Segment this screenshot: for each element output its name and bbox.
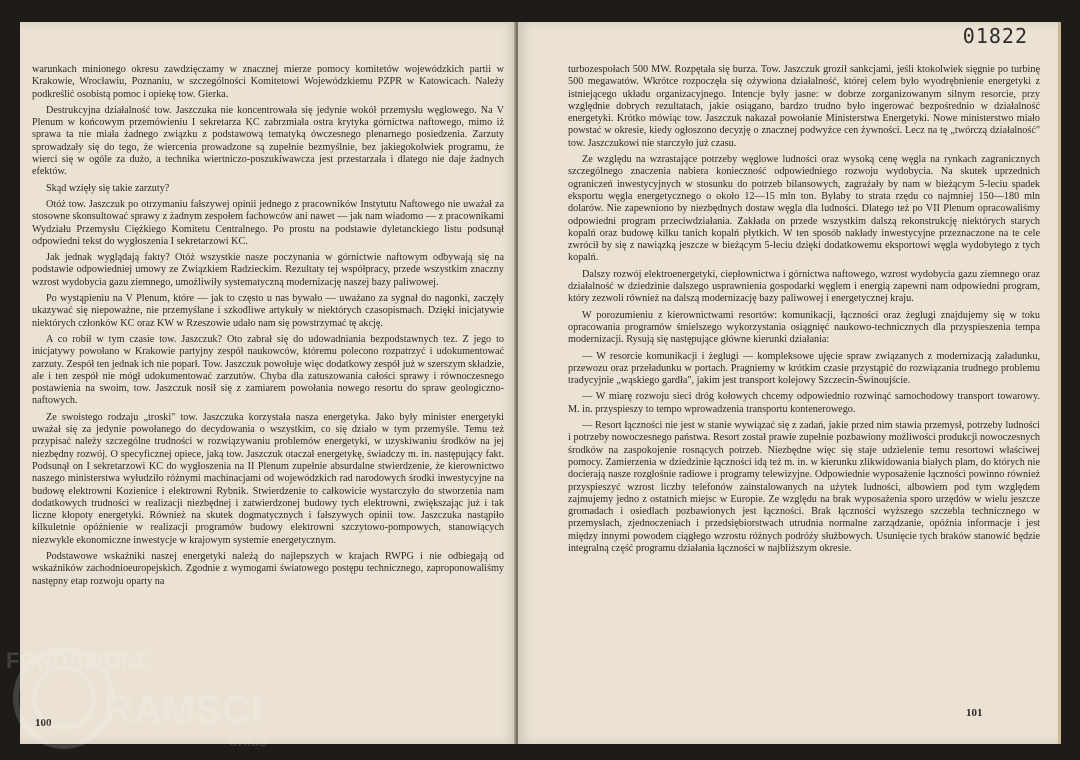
paragraph: warunkach minionego okresu zawdzięczamy w znacznej mierze pomocy komitetów wojewódzkich partii w Krakowie, Wrocławiu, Poznaniu, w szczególności Komitetowi Wojewódzkiemu PZPR w Katowicach. Należy podkreślić osobistą pomoc i opiekę tow. Gierka. bbox=[32, 64, 504, 100]
watermark-logo-graphic bbox=[4, 628, 324, 758]
watermark-line2: RAMSCI bbox=[104, 688, 262, 732]
watermark-line3: onlus bbox=[229, 733, 268, 750]
archive-stamp-number: 01822 bbox=[962, 24, 1028, 48]
list-item: — W miarę rozwoju sieci dróg kołowych chcemy odpowiednio rozwinąć samochodowy transport towarowy. M. in. przyspieszy to tempo wprowadzenia transportu kontenerowego. bbox=[568, 391, 1040, 415]
paragraph: Ze swoistego rodzaju „troski" tow. Jaszczuka korzystała nasza energetyka. Jako były minister energetyki uważał się za jedynie powołanego do decydowania o wszystkim, co się działo w tym przemyśle. Temu też przypisać należy szczególne trudności w rozwiązywaniu problemów energetyki, w uzyskiwaniu środków na jej niezbędny rozwój. O specyficznej opiece, jaką tow. Jaszczuk otaczał energetykę, świadczy m. in. następujący fakt. Podsunął on I sekretarzowi KC do wygłoszenia na II Plenum zupełnie absurdalne stwierdzenie, że kierownictwo naszego ministerstwa wyłudziło różnymi machinacjami od wojewódzkich rad narodowych środki inwestycyjne na budowę elektrowni Kozienice i elektrowni Rybnik. Stwierdzenie to całkowicie wystarczyło do stworzenia nam dodatkowych trudności w realizacji niezbędnej i zatwierdzonej budowy tych elektrowni, zwiększając już i tak liczne kłopoty energetyki. Również na skutek dogmatycznych i fałszywych opinii tow. Jaszczuka nastąpiło kilkuletnie opóźnienie w realizacji programów budowy elektrowni szczytowo-pompowych, stanowiących niezwykle ekonomiczne inwestycje w krajowym systemie energetycznym. bbox=[32, 411, 504, 546]
paragraph: Podstawowe wskaźniki naszej energetyki należą do najlepszych w krajach RWPG i nie odbiegają od wskaźników zachodnioeuropejskich. Zgodnie z wymogami światowego postępu technicznego, zaproponowaliśmy następny etap rozwoju oparty na bbox=[32, 550, 504, 587]
watermark-logo bbox=[4, 628, 324, 758]
paragraph: W porozumieniu z kierownictwami resortów: komunikacji, łączności oraz żeglugi znajdujemy się w toku opracowania programów śmielszego wykorzystania osiągnięć naukowo-technicznych dla przyspieszenia tempa modernizacji. Rysują się następujące główne kierunki działania: bbox=[568, 309, 1040, 346]
paragraph: Otóż tow. Jaszczuk po otrzymaniu fałszywej opinii jednego z pracowników Instytutu Naftowego nie uważał za stosowne skonsultować sprawy z żadnym zespołem fachowców ani nawet — jak nam wiadomo — z pracownikami Wydziału Przemysłu Ciężkiego Komitetu Centralnego. Po prostu na podstawie dyletanckiego listu podsunął odpowiedni tekst do wygłoszenia I sekretarzowi KC. bbox=[32, 198, 504, 247]
right-page-text bbox=[568, 64, 1040, 559]
list-item: — Resort łączności nie jest w stanie wywiązać się z zadań, jakie przed nim stawia przemysł, potrzeby ludności i potrzeby nowoczesnego państwa. Resort został prawie zupełnie pozbawiony możliwości produkcji nowoczesnych środków na zaspokojenie rosnących potrzeb. Niezbędne więc się staje udzielenie temu resortowi właściwej pomocy. Zamierzenia w dziedzinie łączności idą też m. in. w kierunku zlikwidowania białych plam, do których nie docierają nasze rozgłośnie radiowe i programy telewizyjne. Odpowiednie wyposażenie łączności powinno również przyspieszyć wzrost liczby telefonów zainstalowanych na użytek ludności, albowiem pod tym względem zajmujemy jedno z ostatnich miejsc w Europie. Ze względu na brak wyposażenia sporo urzędów w wielu jeszcze gromadach i osiedlach pozbawionych jest łączności. Brak łączności wyższego szczebla technicznego w przemysłach, zjednoczeniach i przedsiębiorstwach utrudnia normalne zarządzanie, opóźnia informacje i jest między innymi powodem ciągłego wzrostu różnych podróży służbowych. Usunięcie tych braków stanowić będzie integralną część programu działania łączności w najbliższym okresie. bbox=[568, 420, 1040, 554]
left-page-text bbox=[32, 64, 504, 592]
paragraph: Jak jednak wyglądają fakty? Otóż wszystkie nasze poczynania w górnictwie naftowym odbywają się na podstawie odpowiedniej umowy ze Związkiem Radzieckim. Rezultaty tej współpracy, przede wszystkim znaczny wzrost wydobycia gazu ziemnego, umożliwiły systematyczną modernizację naszej bazy paliwowej. bbox=[32, 252, 504, 288]
paragraph: Ze względu na wzrastające potrzeby węglowe ludności oraz wysoką cenę węgla na rynkach zagranicznych szczególnego znaczenia nabiera konieczność odpowiedniego rozwoju wydobycia. Na skutek uprzednich ograniczeń inwestycyjnych w stosunku do potrzeb bilansowych, zagrażały by nam w bieżącym 5-leciu spadek eksportu węgla energetycznego o około 12—15 mln ton. Byłaby to strata rzędu co najmniej 150—180 mln dolarów. Nie zapewniono by niezbędnych dostaw węgla dla ludności. Dlatego też po VII Plenum opracowaliśmy odpowiedni program przeciwdziałania. Zakłada on przede wszystkim dalszą rekonstrukcję niektórych starych kopalń oraz budowę kilku tanich kopalń płytkich. W ten sposób nakłady inwestycyjne przeznaczone na te cele zwrócił by się z nawiązką jeszcze w bieżącym 5-leciu dzięki dodatkowemu eksportowi węgla wydobytego z tych kopalń. bbox=[568, 154, 1040, 264]
paragraph: Dalszy rozwój elektroenergetyki, ciepłownictwa i górnictwa naftowego, wzrost wydobycia gazu ziemnego oraz działalność w dziedzinie dalszego usprawnienia gospodarki węglem i energią zapewni nam odpowiedni program, który zezwoli również na dalszą modernizację bazy paliwowej i energetycznej kraju. bbox=[568, 268, 1040, 305]
paragraph: Skąd wzięły się takie zarzuty? bbox=[46, 182, 170, 194]
page-edge bbox=[1058, 22, 1061, 744]
list-item: — W resorcie komunikacji i żeglugi — kompleksowe ujęcie spraw związanych z modernizacją załadunku, przewozu oraz przeładunku w portach. Pragniemy w krótkim czasie przystąpić do rozwiązania trudnego problemu tradycyjnie „wąskiego gardła", jakim jest transport kolejowy Szczecin-Świnoujście. bbox=[568, 350, 1040, 387]
paragraph: turbozespołach 500 MW. Rozpętała się burza. Tow. Jaszczuk groził sankcjami, jeśli ktokolwiek sięgnie po turbinę 500 megawatów. Wkrótce rozpoczęła się ożywiona działalność, której celem było wyodrębnienie energetyki z istniejącego układu organizacyjnego. Intencje były jasne: w dobrze zorganizowanym silnym resorcie, przy względnie dobrych rezultatach, jakie osiągano, bardzo trudno było ingerować bezpośrednio w działalność energetyki. Krótko mówiąc tow. Jaszczuk nakazał powołanie Ministerstwa Energetyki. Nowe ministerstwo miało powstać w okresie, kiedy ogłoszono decyzję o znacznej podwyżce cen żywności. Lecz na tę „twórczą działalność" tow. Jaszczukowi nie starczyło już czasu. bbox=[568, 64, 1040, 149]
page-number-left: 100 bbox=[35, 717, 52, 729]
paragraph: Destrukcyjna działalność tow. Jaszczuka nie koncentrowała się jedynie wokół przemysłu węglowego. Na V Plenum w końcowym przemówieniu I sekretarza KC zabrzmiała ostra krytyka górnictwa naftowego, mimo iż sprawa ta nie miała żadnego związku z podstawową tematyką ówczesnego plenarnego posiedzenia. Zarzuty sprowadzały się do tego, że wiercenia prowadzone są zupełnie bezmyślnie, bez jakiegokolwiek programu, że wierci się w ogóle za dużo, a technika wiertniczo-poszukiwawcza jest przestarzała i dlatego nie daje żadnych efektów. bbox=[32, 104, 504, 178]
page-number-right: 101 bbox=[966, 707, 983, 719]
right-page bbox=[518, 22, 1058, 744]
paragraph: Po wystąpieniu na V Plenum, które — jak to często u nas bywało — uważano za sygnał do nagonki, zaczęły ukazywać się niepoważne, nie przemyślane i szkodliwe artykuły w niektórych czasopismach. Dzięki inicjatywie niektórych członków KC oraz KW w Rzeszowie udało nam się powstrzymać tę akcję. bbox=[32, 293, 504, 329]
paragraph: A co robił w tym czasie tow. Jaszczuk? Oto zabrał się do udowadniania bezpodstawnych tez. Z jego to inicjatywy powołano w Krakowie partyjny zespół naukowców, któremu polecono rozpatrzyć i udokumentować zarzuty. Zespół ten jednak ich nie poparł. Tow. Jaszczuk powołuje więc dodatkowy zespół już w szerszym składzie, ale i ten zespół nie mógł udokumentować zarzutów. Chyba dla zatuszowania całości sprawy i równoczesnego postawienia na swoim, tow. Jaszczuk nosił się z zamiarem powołania nowego resortu do spraw geologiczno-naftowych. bbox=[32, 333, 504, 407]
watermark-line1: FONDAZIONE bbox=[6, 648, 152, 673]
